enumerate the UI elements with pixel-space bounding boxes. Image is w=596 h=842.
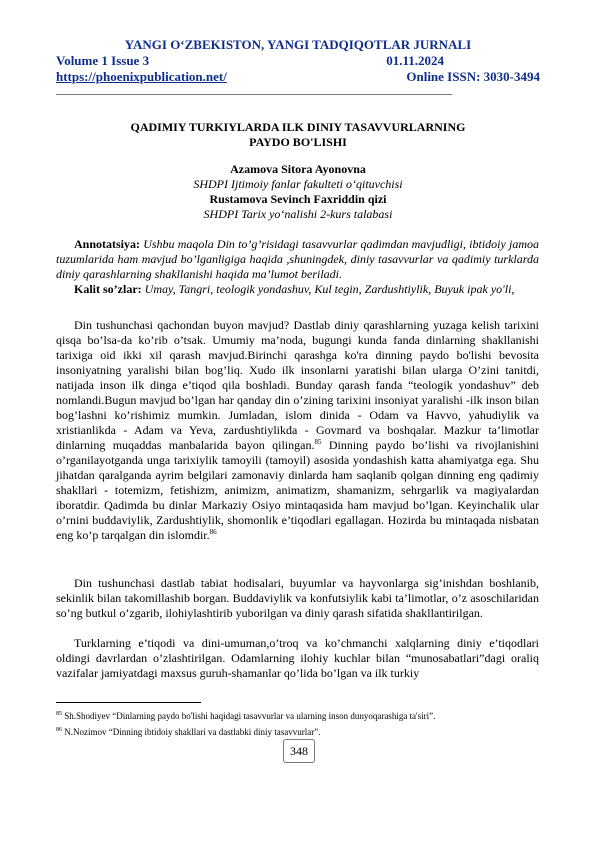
footnote-ref[interactable]: 85 [314, 438, 322, 446]
header-row-url [56, 69, 540, 85]
author-name: Azamova Sitora Ayonovna [230, 162, 366, 176]
journal-title: YANGI O‘ZBEKISTON, YANGI TADQIQOTLAR JURNALI [124, 37, 472, 52]
keywords-label: Kalit so’zlar: [74, 282, 142, 296]
header-row-volume [56, 53, 540, 69]
annotation [56, 237, 539, 282]
issue-date: 01.11.2024 [386, 53, 444, 68]
footnote-number: 85 [56, 711, 62, 717]
paragraph-text: Dinning paydo bo’lishi va rivojlanishini o’rganilayotganda unga tarixiylik tamoyili (tamoyil) asosida yondashish katta ahamiyatga ega. Shu jihatdan qaralganda ayrim belgilari zamonaviy dinlarda ham saqlanib qolgan dinning eng qadimiy shakllari - totemizm, fetishizm, animizm, animatizm, shamanizm, sehrgarlik va magiyalardan iboratdir. Qadimda bu dinlar Markaziy Osiyo mintaqasida ham mavjud bo’lgan. Keyinchalik ular o’rnini buddaviylik, Zardushtiylik, shomonlik e’tiqodlari egallagan. Hozirda bu mintaqada nisbatan eng ko’p tarqalgan din islomdir. [56, 438, 539, 542]
journal-url-link[interactable]: https://phoenixpublication.net/ [56, 69, 227, 84]
header-rule: ________________________________________________________________________ [56, 84, 452, 96]
footnote-rule [56, 702, 201, 703]
issn: Online ISSN: 3030-3494 [406, 69, 540, 84]
footnote [56, 727, 540, 738]
paragraph-text: Din tushunchasi qachondan buyon mavjud? Dastlab diniy qarashlarning yuzaga kelish tarixini qisqa bo’lsa-da ko’rib o’tsak. Umumiy ma’noda, bugungi kunda fanda dinlarning shakllanishi tarixiga oid ikki xil qarash mavjud.Birinchi qarashga ko'ra dinning paydo bo'lishi bevosita insoniyatning yaralishi bilan bog’liq. Xudo ilk insonlarni yaratishi bilan ularga O’zini tanitdi, natijada inson ilk dinga e’tiqod qila boshladi. Bunday qarash fanda “teologik yondashuv” deb nomlandi.Bugun mavjud bo’lgan har qanday din o’zining tarixini insoniyat yaralishi -ilk inson bilan bog’lashni ko’rishimiz mumkin. Jumladan, islom dinida - Odam va Havvo, yahudiylik va xristianlikda - Adam va Yeva, zardushtiylikda - Govmard va boshqalar. Mazkur ta’limotlar dinlarning muqaddas manbalarida bayon qilingan. [56, 318, 539, 452]
body-paragraph-3: Turklarning e’tiqodi va dini-umuman,o’troq va ko’chmanchi xalqlarning diniy e’tiqodlari oldingi davrlardan o’zlashtirilgan. Odamlarning ilohiy kuchlar bilan “munosabatlari”dagi oraliq vazifalar jamiyatdagi maxsus guruh-shamanlar qo’lida bo’lgan va ilk turkiy [56, 636, 539, 680]
annotation-label: Annotatsiya: [74, 237, 141, 251]
keywords-text: Umay, Tangri, teologik yondashuv, Kul tegin, Zardushtiylik, Buyuk ipak yo'li, [144, 282, 515, 296]
keywords [56, 282, 539, 297]
volume-issue: Volume 1 Issue 3 [56, 53, 150, 68]
footnote-text: Sh.Shodiyev “Dinlarning paydo bo'lishi haqidagi tasavvurlar va ularning inson dunyoqarashiga ta'siri”. [62, 711, 436, 721]
article-title [56, 120, 540, 150]
author-affiliation: SHDPI Ijtimoiy fanlar fakulteti o‘qituvchisi [193, 177, 403, 191]
author-name: Rustamova Sevinch Faxriddin qizi [209, 192, 387, 206]
footnote-number: 86 [56, 727, 62, 733]
article-title-line1: QADIMIY TURKIYLARDA ILK DINIY TASAVVURLARNING [130, 120, 466, 134]
author-affiliation: SHDPI Tarix yo‘nalishi 2-kurs talabasi [203, 207, 393, 221]
article-title-line2: PAYDO BO'LISHI [249, 135, 347, 149]
footnote [56, 711, 540, 722]
footnote-text: N.Nozimov “Dinning ibtidoiy shakllari va dastlabki diniy tasavvurlar”. [62, 727, 321, 737]
page-number: 348 [283, 739, 315, 763]
footnote-ref[interactable]: 86 [209, 528, 217, 536]
body-paragraph-2: Din tushunchasi dastlab tabiat hodisalari, buyumlar va hayvonlarga sig’inishdan boshlanib, sekinlik bilan takomillashib borgan. Buddaviylik va konfutsiylik kabi ta’limotlar, o’z asoschilaridan so’ng butkul o’zgarib, ilohiylashtirib yuborilgan va diniy qarash sifatida shakllantirilgan. [56, 576, 539, 620]
body-paragraph-1 [56, 318, 539, 543]
annotation-text: Ushbu maqola Din to’g’risidagi tasavvurlar qadimdan mavjudligi, ibtidoiy jamoa tuzumlarida ham mavjud bo’lganligiga haqida ,shuningdek, diniy tasavvurlar va qadimiy turklarda diniy qarashlarning shakllanishi haqida ma’lumot beriladi. [56, 237, 539, 281]
